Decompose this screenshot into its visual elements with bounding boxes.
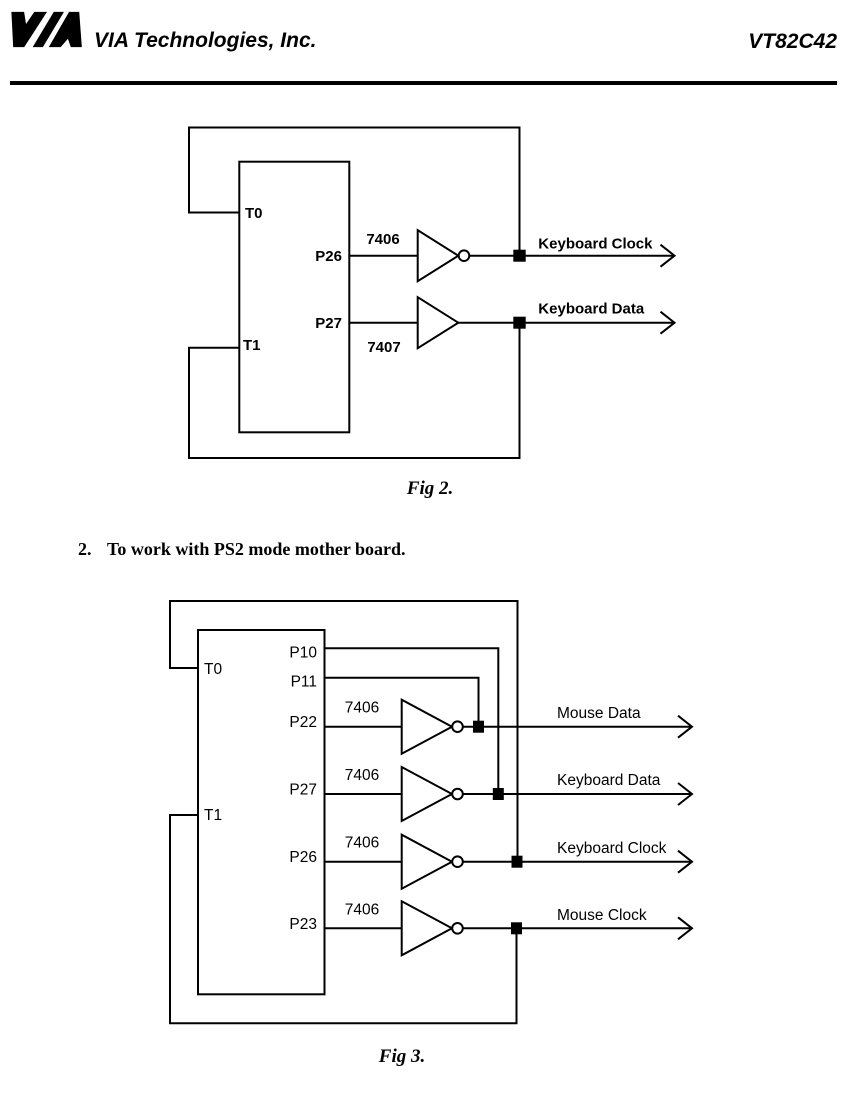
pin-label-p10: P10: [289, 644, 317, 662]
junction-node: [493, 788, 504, 800]
pin-label-p22: P22: [289, 714, 317, 731]
junction-node: [511, 922, 522, 934]
inverter-gate-icon: [402, 901, 452, 955]
inverter-bubble-icon: [452, 721, 463, 732]
buffer-label-7406: 7406: [344, 767, 380, 784]
output-label-keyboard-clock: Keyboard Clock: [538, 235, 653, 253]
buffer-label-7406: 7406: [344, 834, 380, 852]
output-label-mouse-data: Mouse Data: [557, 705, 641, 722]
output-label-mouse-clock: Mouse Clock: [557, 907, 647, 924]
pin-label-t0: T0: [204, 661, 223, 678]
pin-label-p11: P11: [290, 673, 317, 691]
inverter-gate-icon: [418, 230, 459, 281]
header-rule: [10, 81, 837, 85]
buffer-gate-icon: [418, 297, 459, 348]
fig3-caption: Fig 3.: [378, 1046, 426, 1067]
junction-node: [473, 721, 484, 733]
part-number: VT82C42: [748, 30, 837, 53]
inverter-bubble-icon: [452, 789, 463, 800]
inverter-bubble-icon: [452, 856, 463, 867]
fig2-diagram: [150, 110, 710, 510]
pin-label-p23: P23: [289, 915, 317, 933]
buffer-label-7406: 7406: [344, 901, 380, 919]
pin-label-p26: P26: [315, 248, 342, 265]
output-label-keyboard-clock: Keyboard Clock: [557, 840, 667, 857]
pin-label-p27: P27: [315, 315, 342, 332]
pin-label-p26: P26: [289, 849, 317, 866]
output-label-keyboard-data: Keyboard Data: [557, 772, 661, 789]
fig2-chip-box: [239, 162, 349, 433]
section-title: To work with PS2 mode mother board.: [107, 539, 406, 559]
section-heading: [78, 539, 406, 560]
pin-label-t0: T0: [245, 205, 263, 222]
junction-node: [513, 250, 525, 262]
inverter-gate-icon: [402, 767, 452, 821]
pin-label-t1: T1: [204, 807, 223, 824]
inverter-bubble-icon: [452, 923, 463, 934]
inverter-gate-icon: [402, 835, 452, 889]
pin-label-p27: P27: [289, 781, 317, 799]
via-logo: [8, 11, 86, 48]
buffer-label-7406: 7406: [366, 231, 400, 248]
buffer-label-7406: 7406: [344, 699, 380, 717]
junction-node: [512, 856, 523, 868]
inverter-gate-icon: [402, 700, 452, 754]
pin-label-t1: T1: [243, 337, 261, 354]
buffer-label-7407: 7407: [367, 339, 401, 356]
junction-node: [513, 317, 525, 329]
fig2-caption: Fig 2.: [406, 478, 454, 499]
section-number: 2.: [78, 539, 92, 559]
inverter-bubble-icon: [459, 250, 470, 261]
output-label-keyboard-data: Keyboard Data: [538, 300, 645, 318]
fig3-diagram: [140, 590, 720, 1060]
company-name: VIA Technologies, Inc.: [94, 29, 317, 52]
